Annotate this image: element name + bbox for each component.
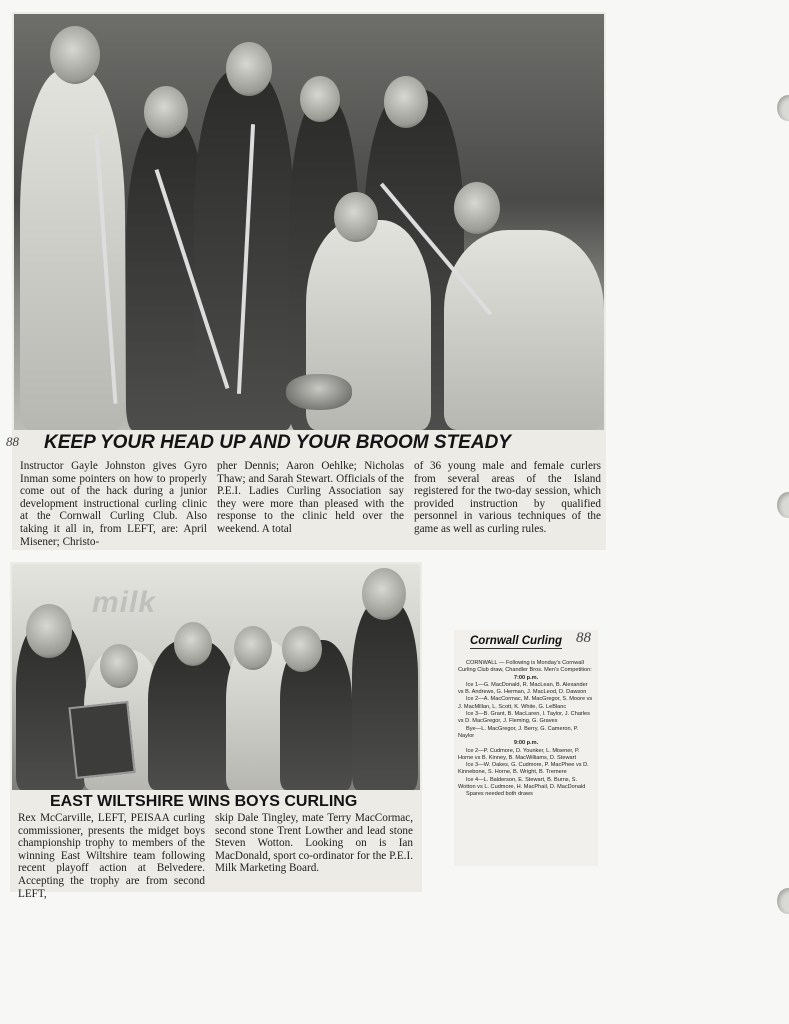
article-column: Instructor Gayle Johnston gives Gyro Inman some pointers on how to properly come out of the hack during a junior development instructional curling clinic at the Cornwall Curling Club. Also taking it all in, from LEFT, are: April Misener; Christo- [20,460,207,548]
draw-time: 9:00 p.m. [513,740,539,747]
draw-entry: Ice 2—P. Cudmore, D. Younker, L. Misener, P. Horne vs B. Kinney, B. MacWilliams, D. Stewart [458,747,580,761]
article-body [18,812,418,900]
article-column: of 36 young male and female curlers from several areas of the Island registered for the two-day session, which provided instruction by qualified personnel in various techniques of the game as well as curling rules. [414,460,601,535]
brief-title: Cornwall Curling [470,635,562,647]
handwritten-number: 88 [576,630,591,646]
brief-footer: Spares needed both draws [466,791,533,798]
article-column: pher Dennis; Aaron Oehlke; Nicholas Thaw; and Sarah Stewart. Officials of the P.E.I. Ladies Curling Association say they were more than pleased with the response to the clinic held over the weekend. A total [217,460,404,535]
photo-junior-curling-clinic [14,14,604,430]
draw-entry: Ice 3—B. Grant, B. MacLaren, I. Taylor, J. Charles vs D. MacGregor, J. Fleming, G. Graves [458,711,590,725]
clipping-cornwall-curling [454,630,598,866]
headline: EAST WILTSHIRE WINS BOYS CURLING [50,793,358,810]
binder-hole [777,95,789,121]
handwritten-number: 88 [6,434,19,449]
draw-entry: Ice 4—L. Balderson, E. Stewart, B. Burns, S. Wotton vs L. Cudmore, H. MacPhail, D. MacDonald [458,776,586,791]
article-column: Rex McCarville, LEFT, PEISAA curling commissioner, presents the midget boys championship trophy to members of the winning East Wiltshire team following recent playoff action at Belvedere. Accepting the trophy are from second LEFT, [18,812,205,900]
draw-entry: Ice 1—G. MacDonald, R. MacLean, B. Alexander vs B. Andrews, G. Herman, J. MacLeod, D. Dawson [458,681,588,696]
draw-entry: Bye—L. MacGregor, J. Berry, G. Cameron, P. Naylor [458,725,579,739]
photo-boys-curling-champions [12,564,420,790]
draw-entry: Ice 2—A. MacCormac, M. MacGregor, S. Moore vs J. MacMillan, L. Scott, K. White, G. LeBlanc [458,696,593,710]
article-body [20,460,602,548]
trophy-plaque [68,701,135,779]
clipping-keep-your-head-up [6,12,606,550]
milk-banner: milk [92,586,157,619]
binder-hole [777,888,789,914]
binder-hole [777,492,789,518]
clipping-east-wiltshire [10,562,422,900]
draw-entry: Ice 3—W. Oakes, G. Cudmore, P. MacPhee vs D. Kinnebone, S. Horne, B. Wright, B. Tremere [458,762,589,776]
brief-body [458,660,594,799]
draw-time: 7:00 p.m. [513,674,539,681]
brief-intro: CORNWALL — Following is Monday's Cornwall Curling Club draw, Chandler Bros. Men's Competition: [458,660,592,674]
headline: KEEP YOUR HEAD UP AND YOUR BROOM STEADY [44,432,511,453]
article-column: skip Dale Tingley, mate Terry MacCormac, second stone Trent Lowther and lead stone Steven Wotton. Looking on is Ian MacDonald, sport co-ordinator for the P.E.I. Milk Marketing Board. [215,812,413,875]
